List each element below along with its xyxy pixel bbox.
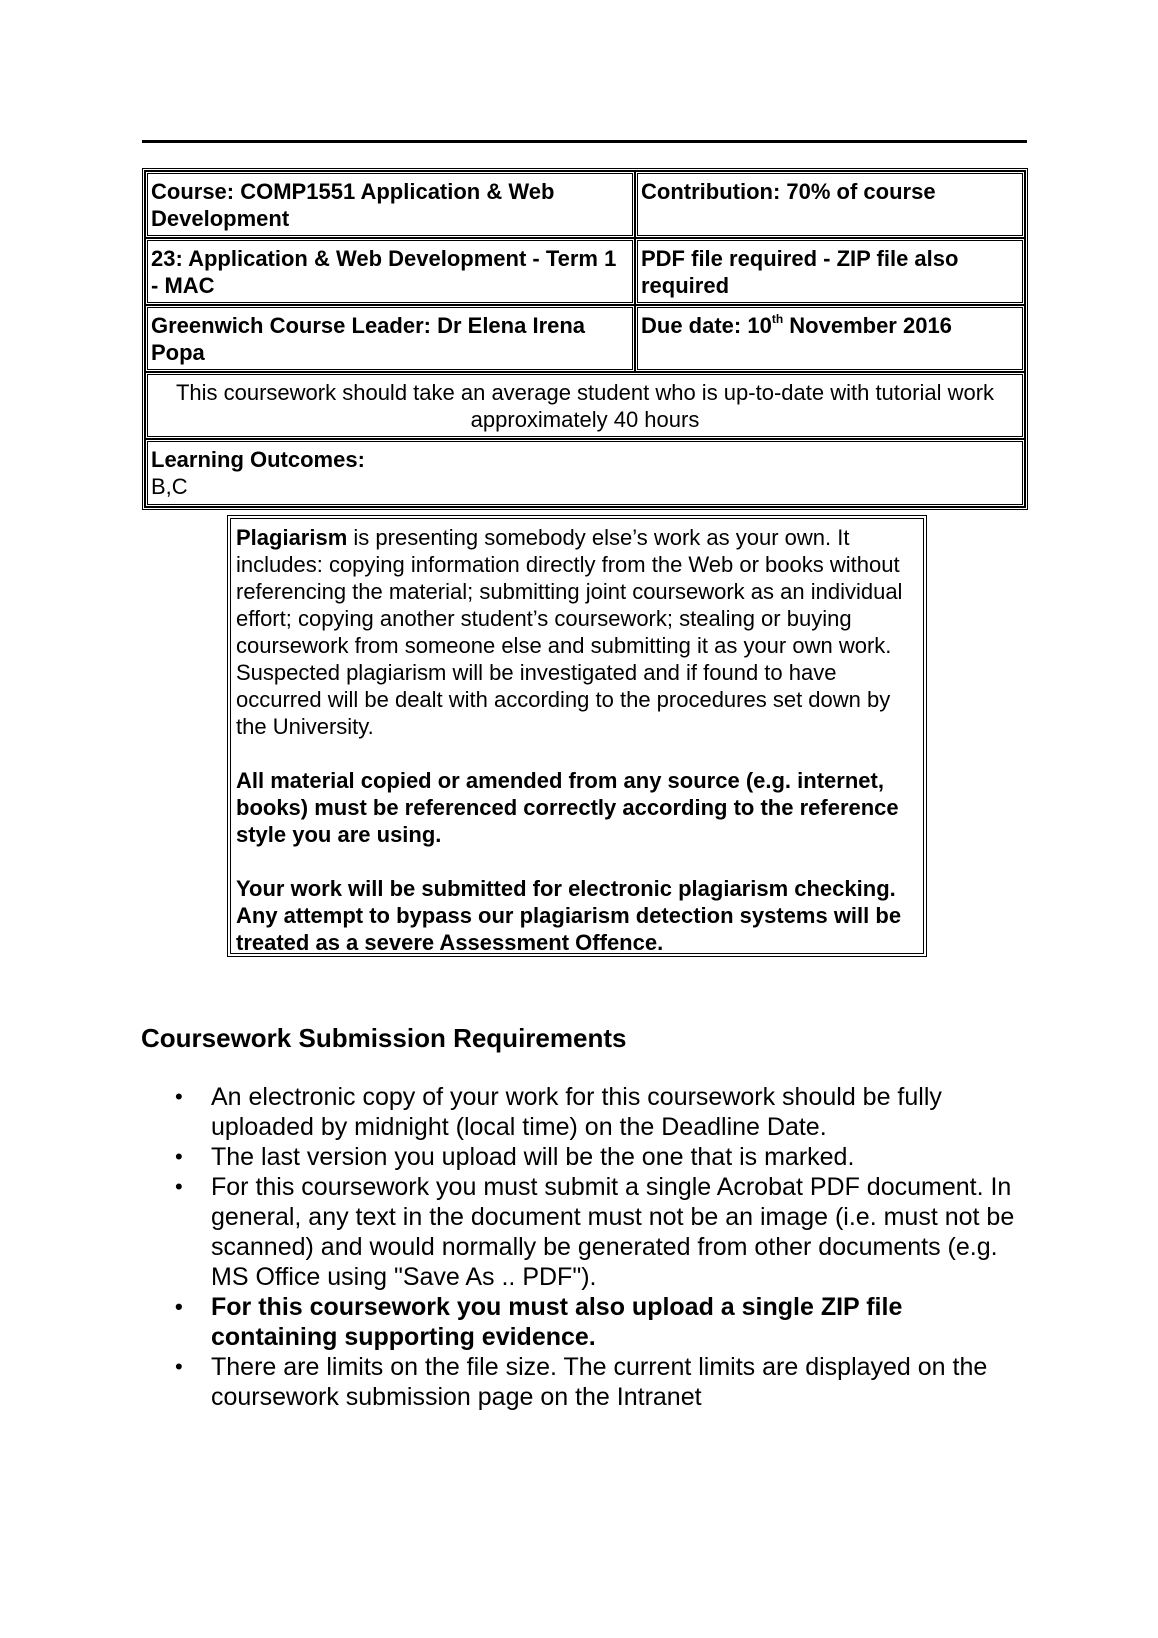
header-rule <box>142 140 1027 143</box>
list-item-text: There are limits on the file size. The current limits are displayed on the coursework submission page on the Intranet <box>211 1353 988 1411</box>
submission-requirements-list <box>141 1082 1031 1412</box>
learning-outcomes-cell <box>145 439 1025 507</box>
table-row <box>145 439 1025 507</box>
due-date-cell <box>635 305 1025 372</box>
bullet-icon: • <box>175 1294 183 1319</box>
list-item-text: The last version you upload will be the one that is marked. <box>211 1143 855 1171</box>
list-item <box>141 1142 1031 1172</box>
learning-outcomes-value: B,C <box>151 474 188 499</box>
table-row <box>145 171 1025 238</box>
referencing-warning: All material copied or amended from any source (e.g. internet, books) must be referenced correctly according to the reference style you are using. <box>236 768 899 847</box>
plagiarism-definition-text: is presenting somebody else’s work as your own. It includes: copying information directly from the Web or books without referencing the material; submitting joint coursework as an individual effort; copying another student’s coursework; stealing or buying coursework from someone else and submitting it as your own work. Suspected plagiarism will be investigated and if found to have occurred will be dealt with according to the procedures set down by the University. <box>236 525 903 739</box>
list-item <box>141 1292 1031 1352</box>
contribution-cell: Contribution: 70% of course <box>635 171 1025 238</box>
bullet-icon: • <box>175 1174 183 1199</box>
bullet-icon: • <box>175 1354 183 1379</box>
list-item-text: For this coursework you must also upload a single ZIP file containing supporting evidence. <box>211 1293 903 1351</box>
table-row <box>145 238 1025 305</box>
file-requirements-cell: PDF file required - ZIP file also required <box>635 238 1025 305</box>
list-item-text: An electronic copy of your work for this coursework should be fully uploaded by midnight (local time) on the Deadline Date. <box>211 1083 942 1141</box>
plagiarism-notice-box <box>227 515 927 957</box>
list-item <box>141 1082 1031 1142</box>
submission-requirements-heading: Coursework Submission Requirements <box>141 1023 627 1053</box>
plagiarism-checking-warning: Your work will be submitted for electronic plagiarism checking. Any attempt to bypass our plagiarism detection systems will be treated as a severe Assessment Offence. <box>236 876 902 955</box>
list-item-text: For this coursework you must submit a single Acrobat PDF document. In general, any text in the document must not be an image (i.e. must not be scanned) and would normally be generated from other documents (e.g. MS Office using "Save As .. PDF"). <box>211 1173 1015 1291</box>
table-row <box>145 305 1025 372</box>
bullet-icon: • <box>175 1084 183 1109</box>
course-cell: Course: COMP1551 Application & Web Development <box>145 171 635 238</box>
bullet-icon: • <box>175 1144 183 1169</box>
list-item <box>141 1352 1031 1412</box>
plagiarism-definition <box>236 524 917 740</box>
module-cell: 23: Application & Web Development - Term 1 - MAC <box>145 238 635 305</box>
due-date-prefix: Due date: 10 <box>641 313 772 338</box>
course-leader-cell: Greenwich Course Leader: Dr Elena Irena Popa <box>145 305 635 372</box>
table-row <box>145 372 1025 439</box>
due-date-suffix: November 2016 <box>783 313 952 338</box>
list-item <box>141 1172 1031 1292</box>
learning-outcomes-label: Learning Outcomes: <box>151 447 365 472</box>
coursework-info-table <box>142 168 1028 510</box>
workload-cell: This coursework should take an average student who is up-to-date with tutorial work approximately 40 hours <box>145 372 1025 439</box>
due-date-ordinal: th <box>771 311 784 326</box>
plagiarism-term: Plagiarism <box>236 525 348 550</box>
